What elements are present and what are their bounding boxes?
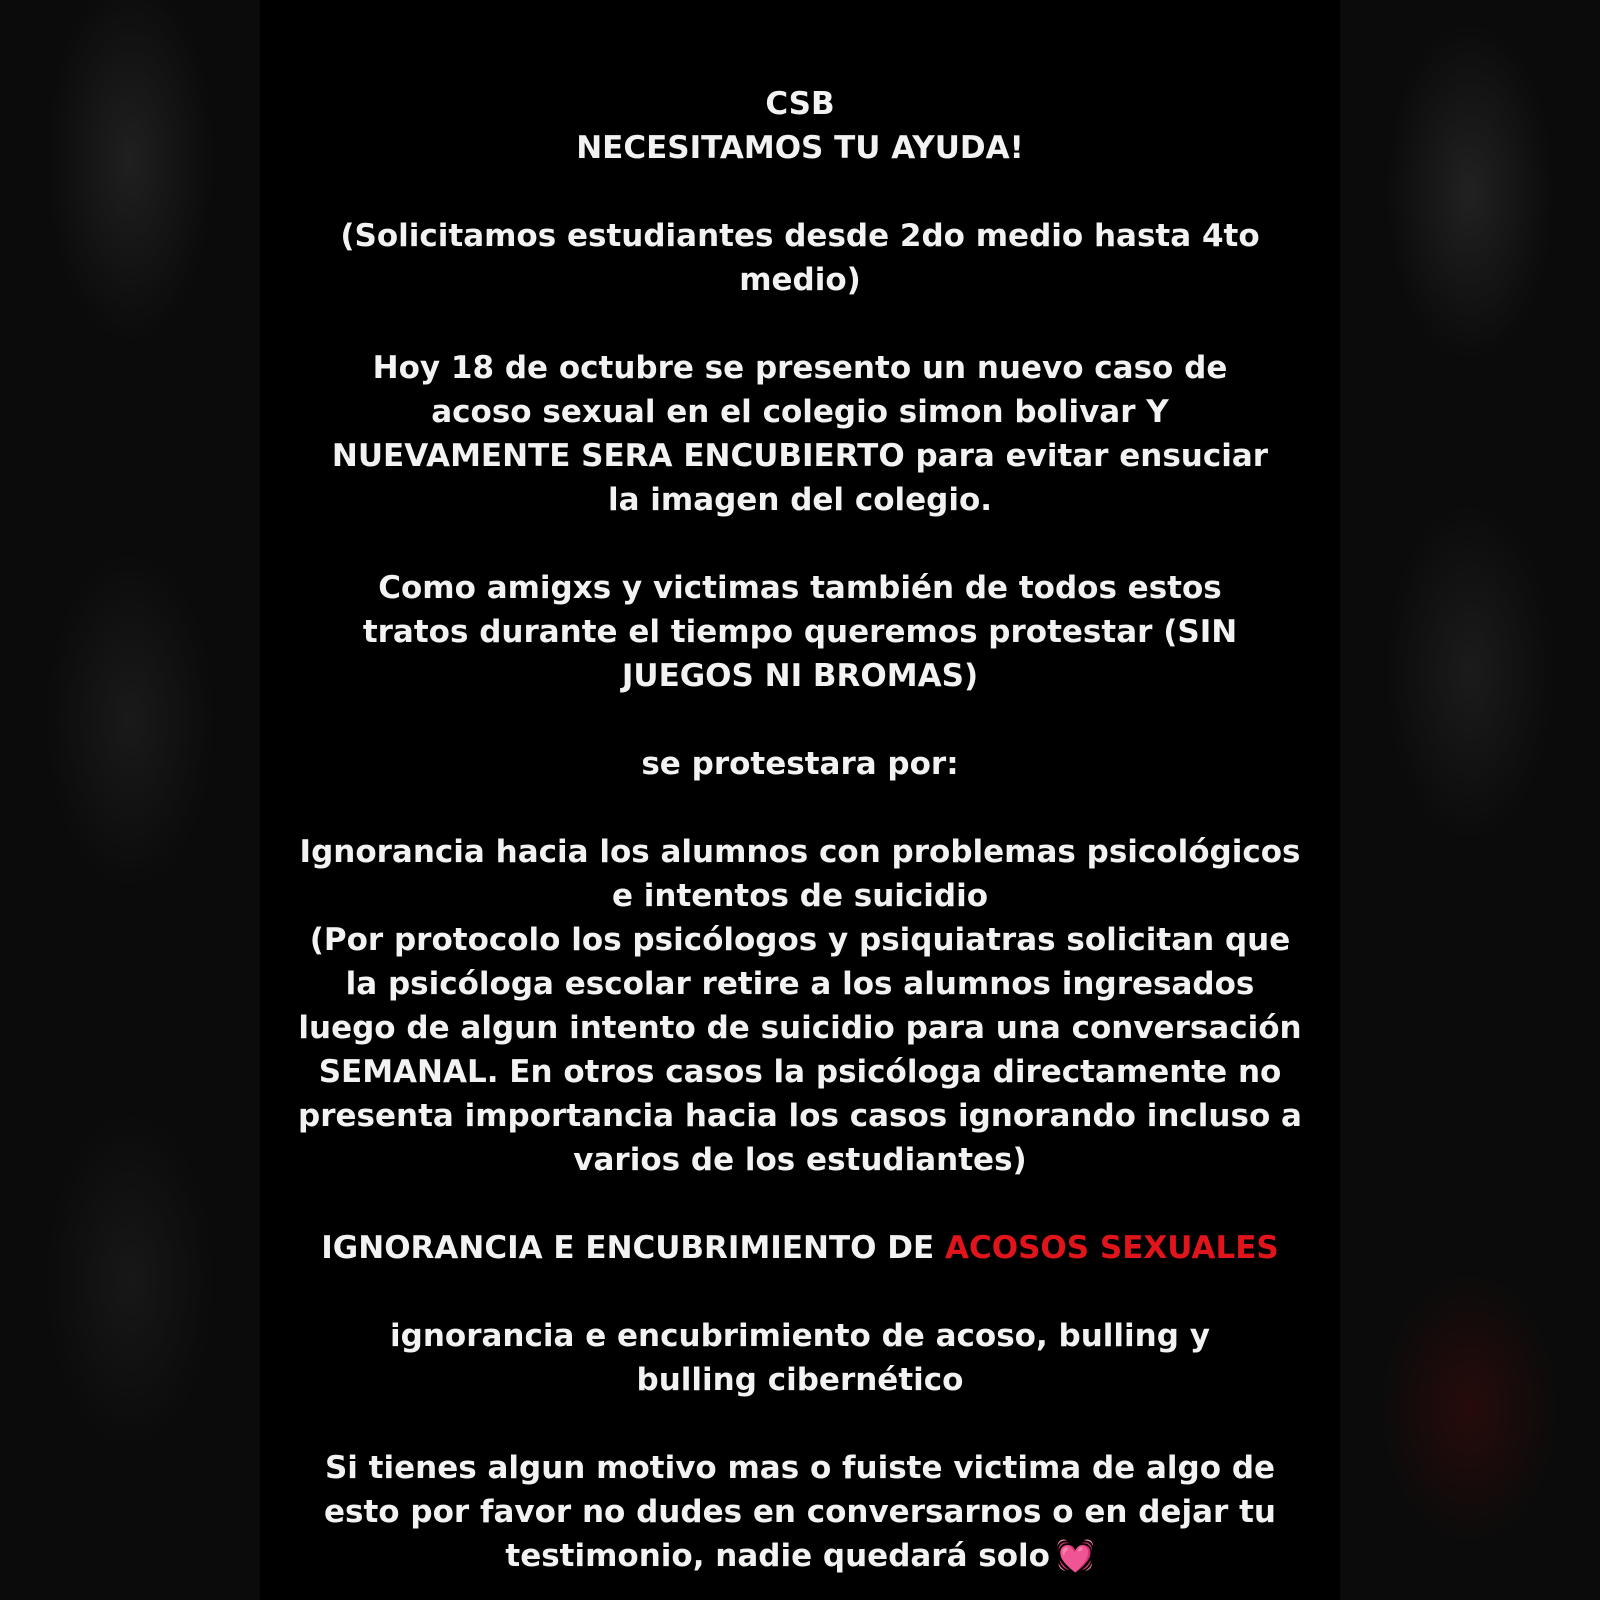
story-panel	[260, 0, 1340, 1600]
closing-paragraph	[300, 1446, 1300, 1578]
reasons-intro: se protestara por:	[641, 746, 959, 782]
student-request: (Solicitamos estudiantes desde 2do medio hasta 4to medio)	[340, 218, 1260, 298]
reason-psychological-title: Ignorancia hacia los alumnos con problemas psicológicos e intentos de suicidio	[299, 834, 1301, 914]
pink-heart-icon: 💓	[1055, 1538, 1095, 1574]
blurred-backdrop-right	[1340, 0, 1600, 1600]
closing-text: Si tienes algun motivo mas o fuiste victima de algo de esto por favor no dudes en conversarnos o en dejar tu testimonio, nadie quedará solo	[324, 1450, 1276, 1574]
org-name: CSB	[765, 86, 835, 122]
reason-sexual-harassment	[290, 1226, 1310, 1270]
headline: NECESITAMOS TU AYUDA!	[576, 130, 1024, 166]
reason-bullying: ignorancia e encubrimiento de acoso, bulling y bulling cibernético	[390, 1318, 1210, 1398]
reason-psychological-detail: (Por protocolo los psicólogos y psiquiatras solicitan que la psicóloga escolar retire a los alumnos ingresados luego de algun intento de suicidio para una conversación SEMANAL. En otros casos la psicóloga directamente no presenta importancia hacia los casos ignorando incluso a varios de los estudiantes)	[298, 922, 1302, 1178]
statement-paragraph: Como amigxs y victimas también de todos estos tratos durante el tiempo queremos protestar (SIN JUEGOS NI BROMAS)	[362, 570, 1238, 694]
reason-sexual-harassment-highlight: ACOSOS SEXUALES	[944, 1230, 1279, 1266]
blurred-backdrop-left	[0, 0, 260, 1600]
reason-sexual-harassment-prefix: IGNORANCIA E ENCUBRIMIENTO DE	[321, 1230, 945, 1266]
incident-paragraph: Hoy 18 de octubre se presento un nuevo caso de acoso sexual en el colegio simon bolivar Y NUEVAMENTE SERA ENCUBIERTO para evitar ensuciar la imagen del colegio.	[331, 350, 1269, 518]
